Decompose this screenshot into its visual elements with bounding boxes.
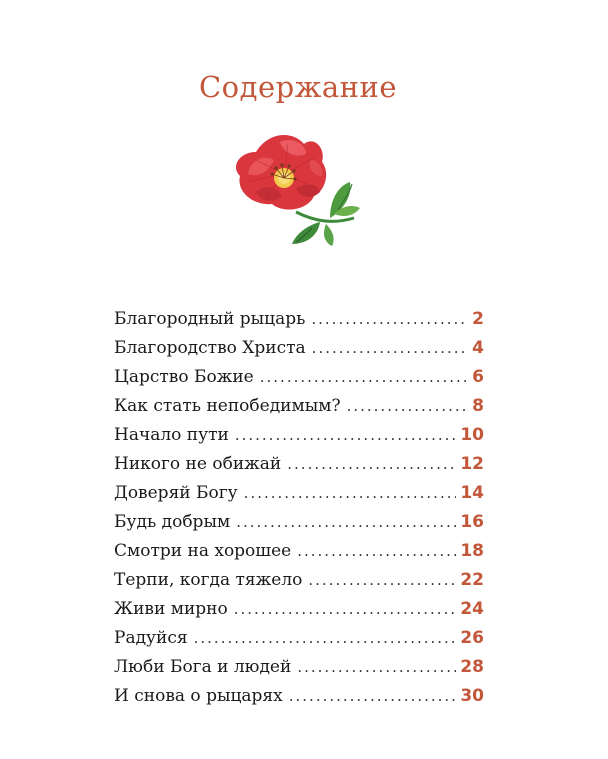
- toc-entry-page: 14: [460, 483, 484, 503]
- toc-entry[interactable]: [114, 454, 484, 483]
- toc-entry[interactable]: [114, 512, 484, 541]
- toc-entry-page: 30: [460, 686, 484, 706]
- toc-entry-title: Будь добрым: [114, 512, 231, 532]
- toc-entry[interactable]: [114, 425, 484, 454]
- dot-leader: [244, 484, 457, 502]
- toc-entry[interactable]: [114, 396, 484, 425]
- toc-entry-title: Благородный рыцарь: [114, 309, 306, 329]
- toc-entry-title: Терпи, когда тяжело: [114, 570, 303, 590]
- toc-entry-page: 18: [460, 541, 484, 561]
- dot-leader: [297, 542, 456, 560]
- toc-entry[interactable]: [114, 570, 484, 599]
- toc-entry-page: 10: [460, 425, 484, 445]
- toc-entry-title: Доверяй Богу: [114, 483, 238, 503]
- dot-leader: [287, 455, 456, 473]
- toc-entry-page: 12: [460, 454, 484, 474]
- toc-entry[interactable]: [114, 686, 484, 715]
- dot-leader: [289, 687, 457, 705]
- toc-entry[interactable]: [114, 483, 484, 512]
- toc-entry-title: Радуйся: [114, 628, 188, 648]
- toc-entry-title: Смотри на хорошее: [114, 541, 292, 561]
- toc-entry-title: Начало пути: [114, 425, 229, 445]
- toc-entry-page: 8: [472, 396, 484, 416]
- dot-leader: [234, 600, 457, 618]
- toc-entry-title: Люби Бога и людей: [114, 657, 292, 677]
- toc-entry-page: 28: [460, 657, 484, 677]
- toc-entry[interactable]: [114, 541, 484, 570]
- dot-leader: [312, 339, 466, 357]
- dot-leader: [297, 658, 456, 676]
- toc-entry-title: И снова о рыцарях: [114, 686, 283, 706]
- toc-entry[interactable]: [114, 367, 484, 396]
- dot-leader: [347, 397, 466, 415]
- toc-entry-page: 2: [472, 309, 484, 329]
- dot-leader: [260, 368, 466, 386]
- dot-leader: [308, 571, 456, 589]
- toc-entry[interactable]: [114, 657, 484, 686]
- toc-entry-title: Царство Божие: [114, 367, 254, 387]
- toc-entry[interactable]: [114, 338, 484, 367]
- dot-leader: [194, 629, 457, 647]
- page-title: Содержание: [198, 70, 398, 104]
- toc-entry[interactable]: [114, 599, 484, 628]
- dot-leader: [235, 426, 456, 444]
- toc-entry-page: 26: [460, 628, 484, 648]
- toc-entry-title: Как стать непобедимым?: [114, 396, 341, 416]
- toc-entry-page: 24: [460, 599, 484, 619]
- red-flower-icon: [226, 130, 366, 248]
- toc-entry[interactable]: [114, 309, 484, 338]
- toc-entry[interactable]: [114, 628, 484, 657]
- toc-entry-page: 4: [472, 338, 484, 358]
- toc-entry-page: 6: [472, 367, 484, 387]
- toc-entry-title: Живи мирно: [114, 599, 228, 619]
- table-of-contents: [114, 309, 484, 715]
- toc-entry-title: Никого не обижай: [114, 454, 282, 474]
- dot-leader: [236, 513, 456, 531]
- toc-entry-page: 22: [460, 570, 484, 590]
- toc-entry-title: Благородство Христа: [114, 338, 306, 358]
- toc-entry-page: 16: [460, 512, 484, 532]
- dot-leader: [311, 310, 466, 328]
